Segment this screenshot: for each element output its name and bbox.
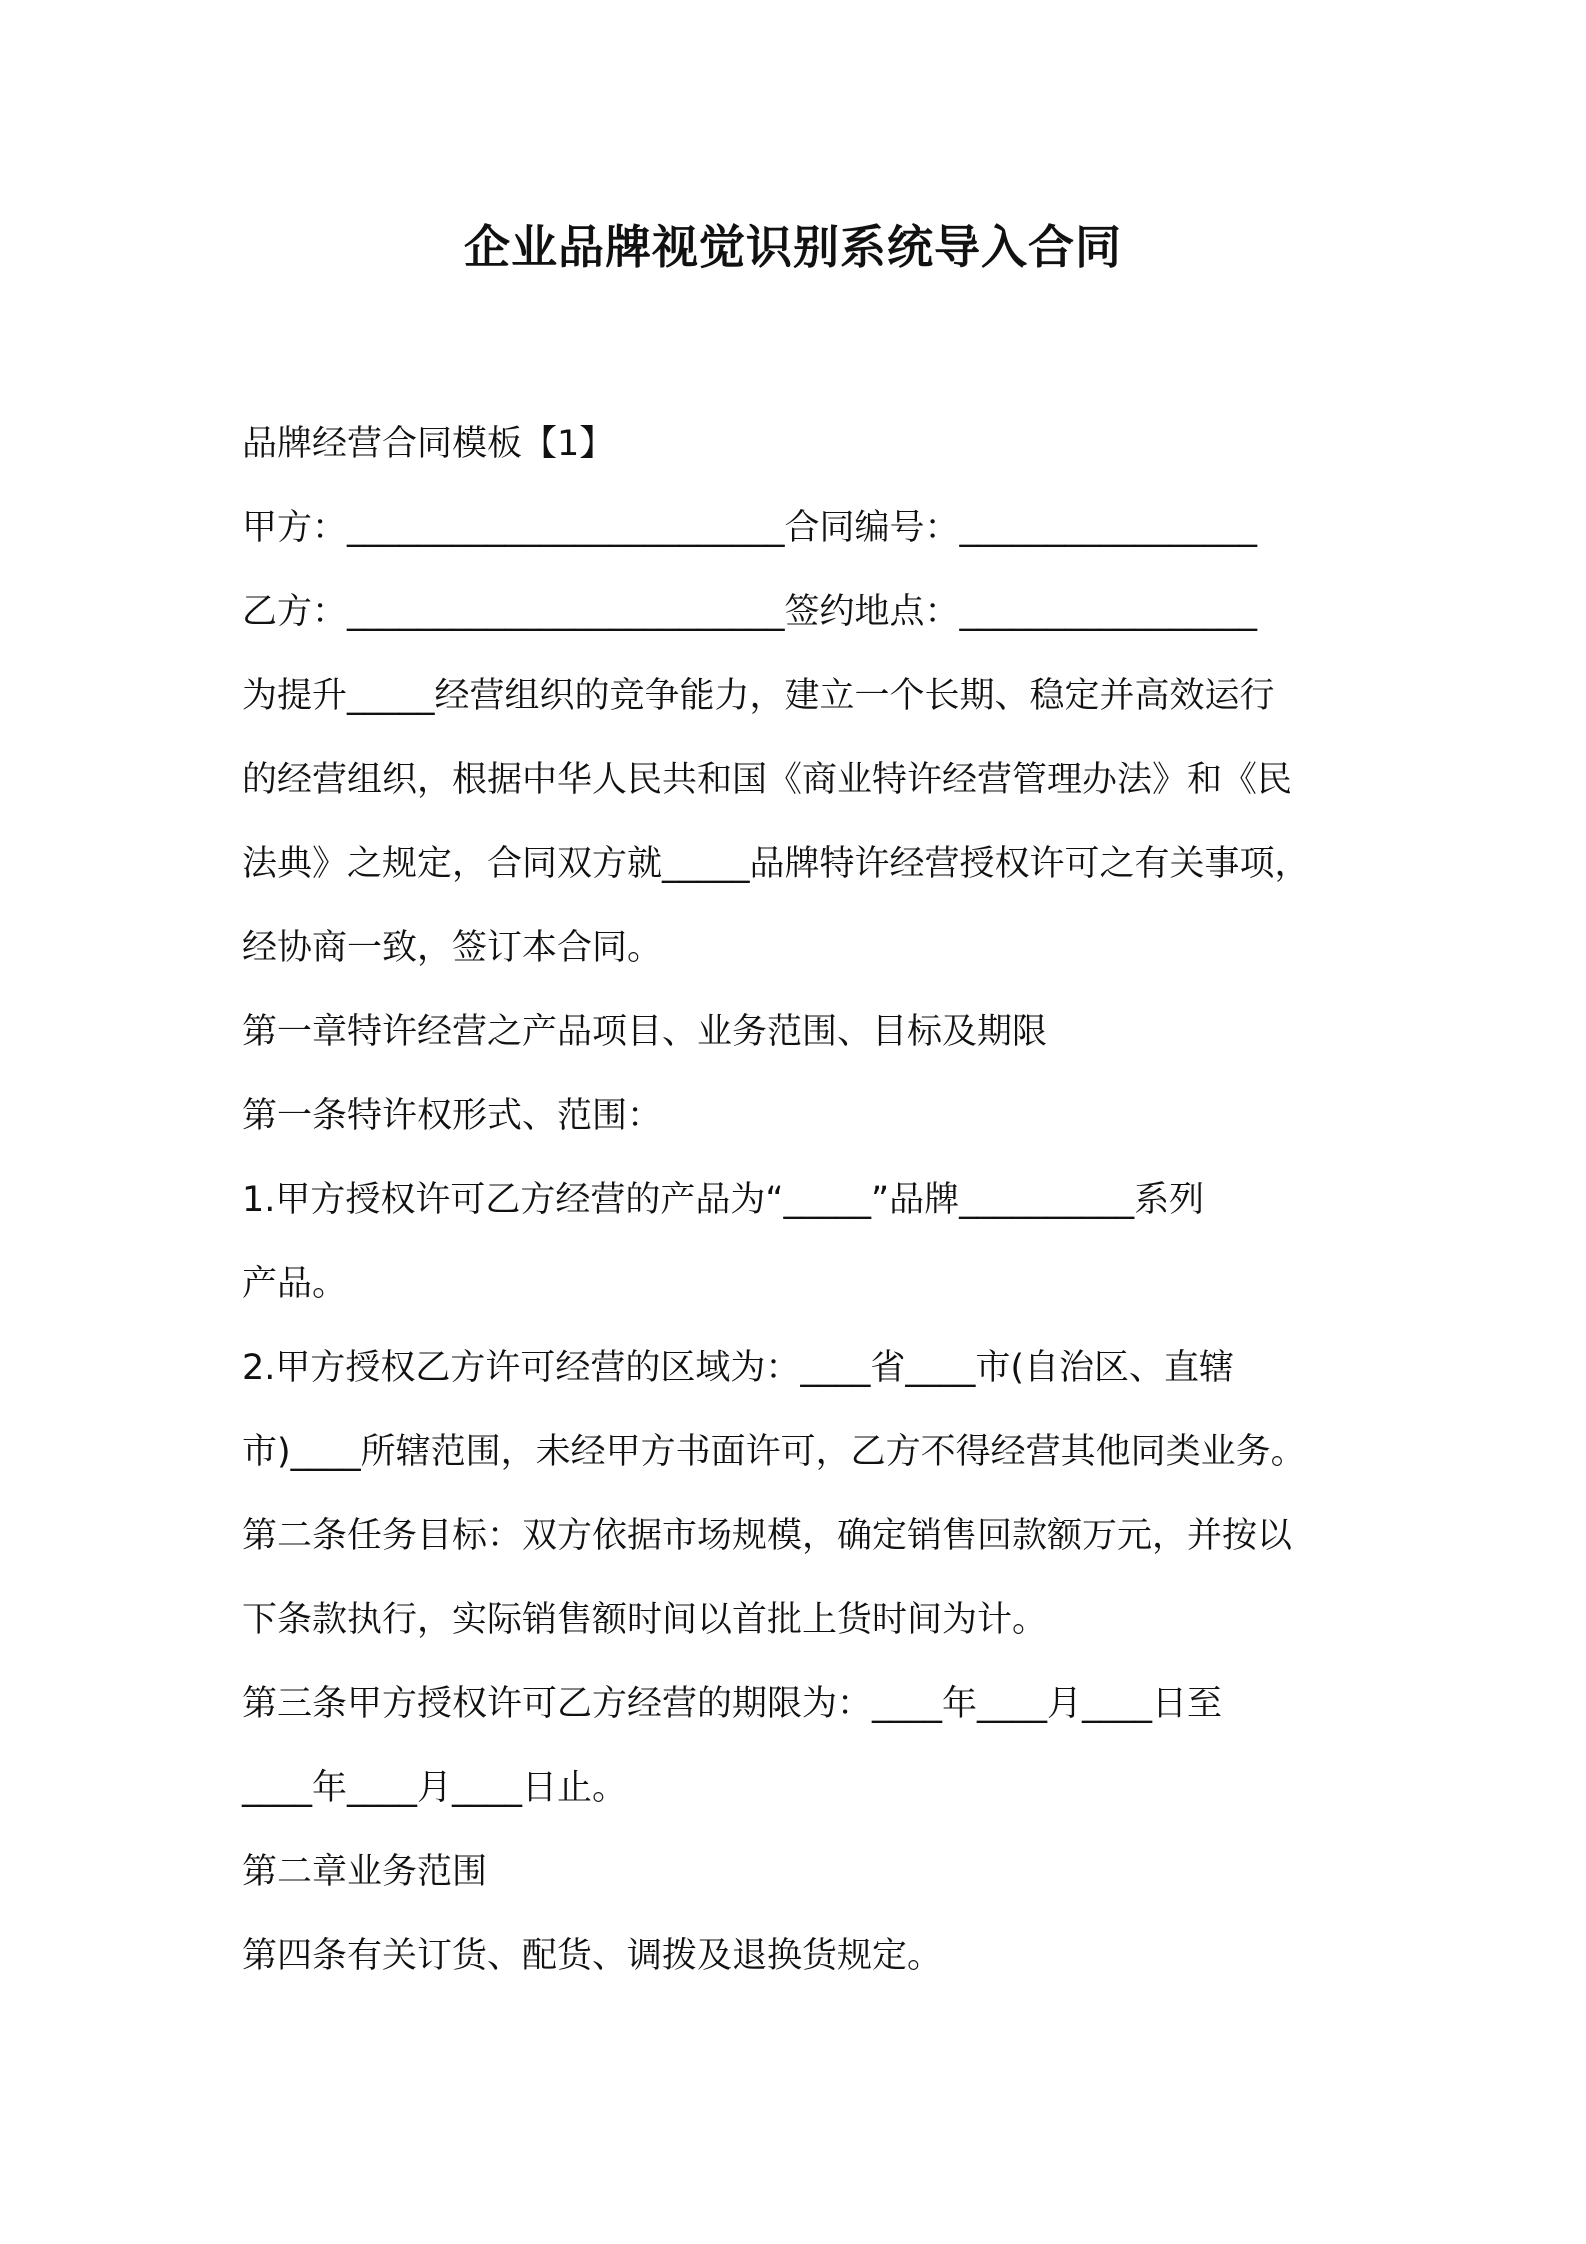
paragraph-line: 为提升_____经营组织的竞争能力，建立一个长期、稳定并高效运行 xyxy=(242,676,1275,716)
article-line: 下条款执行，实际销售额时间以首批上货时间为计。 xyxy=(242,1600,1048,1640)
article-line: 第二条任务目标：双方依据市场规模，确定销售回款额万元，并按以 xyxy=(242,1516,1293,1556)
document-title: 企业品牌视觉识别系统导入合同 xyxy=(464,220,1122,274)
article-line: ____年____月____日止。 xyxy=(242,1768,628,1808)
clause-line: 产品。 xyxy=(242,1264,348,1304)
paragraph-line: 法典》之规定，合同双方就_____品牌特许经营授权许可之有关事项， xyxy=(242,844,1310,884)
section-heading: 品牌经营合同模板【1】 xyxy=(242,424,615,464)
party-b-line: 乙方：_________________________签约地点：_________________ xyxy=(242,592,1258,632)
article-line: 第一条特许权形式、范围： xyxy=(242,1096,663,1136)
chapter-heading: 第二章业务范围 xyxy=(242,1852,488,1892)
paragraph-line: 的经营组织，根据中华人民共和国《商业特许经营管理办法》和《民 xyxy=(242,760,1293,800)
clause-line: 1.甲方授权许可乙方经营的产品为“_____”品牌__________系列 xyxy=(242,1180,1205,1220)
article-line: 第四条有关订货、配货、调拨及退换货规定。 xyxy=(242,1936,943,1976)
article-line: 第三条甲方授权许可乙方经营的期限为：____年____月____日至 xyxy=(242,1684,1223,1724)
document-body xyxy=(242,402,1382,1998)
clause-line: 2.甲方授权乙方许可经营的区域为：____省____市(自治区、直辖 xyxy=(242,1348,1235,1388)
paragraph-line: 经协商一致，签订本合同。 xyxy=(242,928,663,968)
party-a-line: 甲方：_________________________合同编号：_________________ xyxy=(242,508,1258,548)
clause-line: 市)____所辖范围，未经甲方书面许可，乙方不得经营其他同类业务。 xyxy=(242,1432,1306,1472)
chapter-heading: 第一章特许经营之产品项目、业务范围、目标及期限 xyxy=(242,1012,1048,1052)
